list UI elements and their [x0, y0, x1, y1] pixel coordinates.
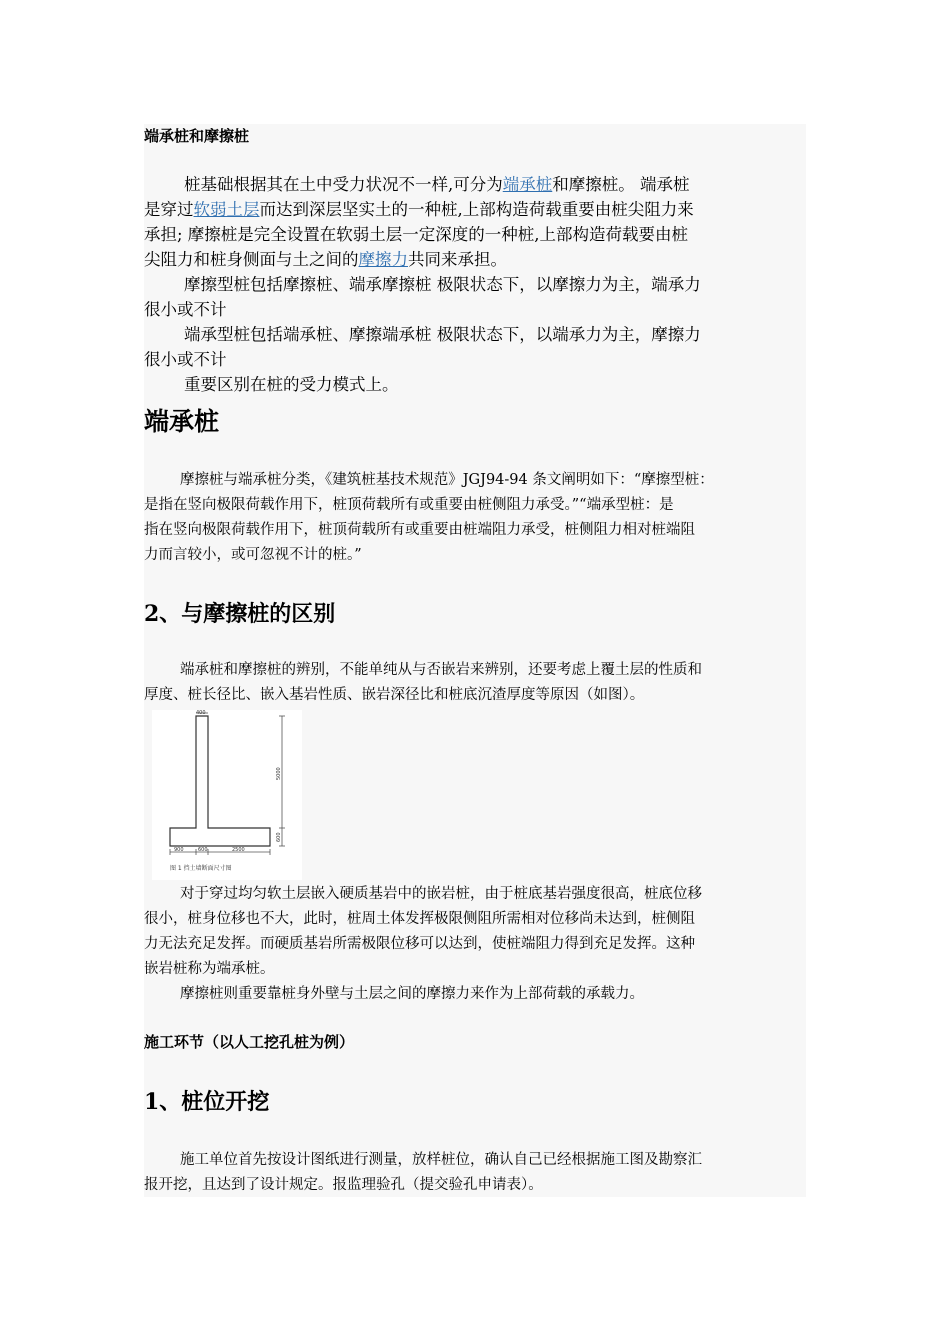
- intro-line-7: 端承型桩包括端承桩、摩擦端承桩 极限状态下，以端承力为主，摩擦力: [184, 325, 701, 344]
- excavation-line-1: 施工单位首先按设计图纸进行测量，放样桩位，确认自己已经根据施工图及勘察汇: [180, 1152, 702, 1168]
- figure-caption: 图 1 挡土墙断面尺寸图: [170, 865, 232, 872]
- dim-stem-width: 600: [198, 847, 208, 853]
- heading-pile-position-excavation: 1、桩位开挖: [144, 1089, 270, 1115]
- link-friction-force[interactable]: 摩擦力: [358, 250, 408, 269]
- link-soft-soil-layer[interactable]: 软弱土层: [193, 200, 260, 219]
- classification-line-3: 指在竖向极限荷载作用下，桩顶荷载所有或重要由桩端阻力承受，桩侧阻力相对桩端阻: [144, 522, 695, 538]
- difference-line-1: 端承桩和摩擦桩的辨别，不能单纯从与否嵌岩来辨别，还要考虑上覆土层的性质和: [180, 662, 702, 678]
- heading-end-bearing-and-friction-piles: 端承桩和摩擦桩: [144, 127, 250, 145]
- link-end-bearing-pile[interactable]: 端承桩: [502, 175, 553, 194]
- intro-line-6: 很小或不计: [144, 300, 227, 319]
- retaining-wall-drawing: [152, 710, 302, 880]
- classification-line-1: 摩擦桩与端承桩分类，《建筑桩基技术规范》JGJ94-94 条文阐明如下：“摩擦型桩：: [180, 472, 714, 488]
- classification-line-2: 是指在竖向极限荷载作用下，桩顶荷载所有或重要由桩侧阻力承受。”“端承型桩：是: [144, 497, 674, 513]
- dim-toe-width: 900: [174, 847, 184, 853]
- intro-line-1: 桩基础根据其在土中受力状况不一样,可分为端承桩和摩擦桩。 端承桩: [184, 175, 690, 194]
- rock-line-4: 嵌岩桩称为端承桩。: [144, 961, 275, 977]
- difference-paragraph: [144, 658, 806, 708]
- intro-line-3: 承担; 摩擦桩是完全设置在软弱土层一定深度的一种桩,上部构造荷载要由桩: [144, 225, 689, 244]
- dim-wall-height: 5000: [276, 767, 282, 780]
- excavation-line-2: 报开挖，且达到了设计规定。报监理验孔（提交验孔申请表）。: [144, 1177, 543, 1193]
- intro-line-4: 尖阻力和桩身侧面与土之间的摩擦力共同来承担。: [144, 250, 507, 269]
- rock-line-2: 很小，桩身位移也不大，此时，桩周土体发挥极限侧阻所需相对位移尚未达到，桩侧阻: [144, 911, 695, 927]
- intro-paragraph: [144, 172, 806, 397]
- dim-top-width: 400: [196, 710, 206, 716]
- rock-line-1: 对于穿过均匀软土层嵌入硬质基岩中的嵌岩桩，由于桩底基岩强度很高，桩底位移: [180, 886, 702, 902]
- classification-paragraph: [144, 468, 806, 568]
- rock-socketed-paragraph: [144, 882, 806, 1007]
- dim-heel-width: 2500: [232, 847, 245, 853]
- retaining-wall-section-figure: [152, 710, 302, 880]
- excavation-paragraph: [144, 1148, 806, 1198]
- heading-construction-steps: 施工环节（以人工挖孔桩为例）: [144, 1033, 355, 1051]
- rock-line-5: 摩擦桩则重要靠桩身外壁与土层之间的摩擦力来作为上部荷载的承载力。: [180, 986, 644, 1002]
- intro-line-5: 摩擦型桩包括摩擦桩、端承摩擦桩 极限状态下，以摩擦力为主，端承力: [184, 275, 701, 294]
- rock-line-3: 力无法充足发挥。而硬质基岩所需极限位移可以达到，使桩端阻力得到充足发挥。这种: [144, 936, 695, 952]
- heading-end-bearing-pile: 端承桩: [144, 407, 220, 436]
- heading-difference-from-friction-pile: 2、与摩擦桩的区别: [144, 601, 336, 627]
- intro-line-8: 很小或不计: [144, 350, 227, 369]
- intro-line-2: 是穿过软弱土层而达到深层坚实土的一种桩,上部构造荷载重要由桩尖阻力来: [144, 200, 694, 219]
- dim-base-thickness: 600: [276, 832, 282, 842]
- intro-line-9: 重要区别在桩的受力模式上。: [184, 375, 399, 394]
- classification-line-4: 力而言较小，或可忽视不计的桩。”: [144, 547, 362, 563]
- difference-line-2: 厚度、桩长径比、嵌入基岩性质、嵌岩深径比和桩底沉渣厚度等原因（如图）。: [144, 687, 645, 703]
